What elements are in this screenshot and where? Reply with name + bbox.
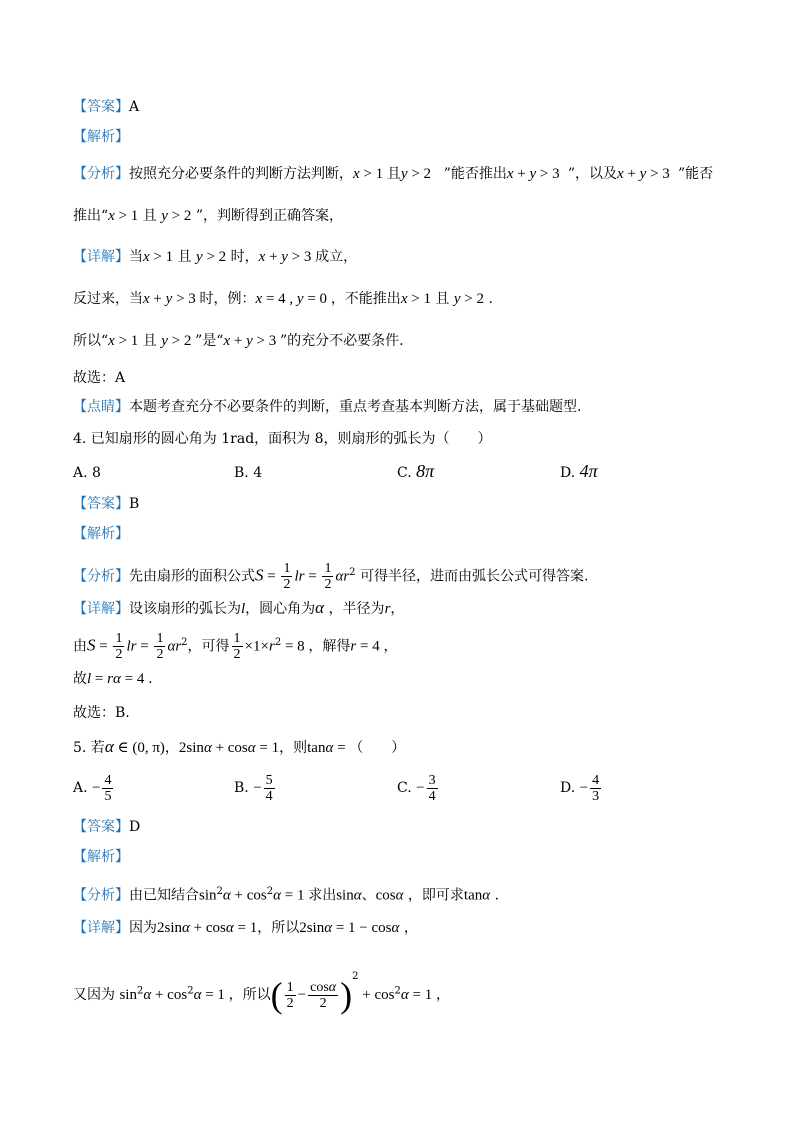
- answer-value: A: [129, 99, 140, 115]
- q3-choose: 故选：A: [73, 370, 126, 386]
- q4-detail-line1: 【详解】设该扇形的弧长为l，圆心角为α ，半径为r，: [73, 598, 405, 617]
- fenxi-tag: 【分析】: [73, 166, 129, 182]
- answer-tag: 【答案】: [73, 99, 129, 115]
- comment-tag: 【点睛】: [73, 399, 129, 415]
- q4-choose: 故选：B.: [73, 705, 130, 721]
- q3-analysis-tag: 【解析】: [73, 129, 129, 145]
- q3-detail-line1: 【详解】当x > 1 且 y > 2 时，x + y > 3 成立，: [73, 249, 358, 265]
- q4-detail-line3: 故l = rα = 4 .: [73, 671, 153, 687]
- detail-tag: 【详解】: [73, 249, 129, 265]
- q4-answer: 【答案】B: [73, 496, 140, 512]
- q3-detail-line3: 所以“x > 1 且 y > 2 ”是“x + y > 3 ”的充分不必要条件.: [73, 333, 404, 349]
- q4-option-b: B. 4: [234, 465, 263, 481]
- q4-analysis-tag: 【解析】: [73, 526, 129, 542]
- q4-fenxi: 【分析】先由扇形的面积公式S = $\frac{1}{2}$ lr = $\frac{1}{2}$ $\alpha r^2$ 可得半径，进而由弧长公式可得答案.: [73, 561, 589, 593]
- q5-stem: 5. 若α ∈ (0, π)，2sinα + cosα = 1，则tanα = （ ）: [73, 737, 406, 756]
- q5-analysis-tag: 【解析】: [73, 849, 129, 865]
- q3-fenxi-line2: 推出“x > 1 且 y > 2 ”，判断得到正确答案，: [73, 208, 343, 224]
- q4-detail-line2: 由S = $\frac{1}{2}$ lr = $\frac{1}{2}$ $\alpha r^2$，可得 $\frac{1}{2}$ $\times 1\times r^2 = 8$ ，解得r = 4 ，: [73, 631, 398, 663]
- q5-option-c: C. − $\frac{3}{4}$: [397, 772, 436, 804]
- q5-option-d: D. − $\frac{4}{3}$: [560, 772, 600, 804]
- q3-fenxi-line1: 【分析】按照充分必要条件的判断方法判断，x > 1 且y > 2 ”能否推出x + y > 3 ”，以及x + y > 3 ”能否: [73, 166, 714, 182]
- q3-detail-line2: 反过来，当x + y > 3 时，例：x = 4 , y = 0 ，不能推出x > 1 且 y > 2 .: [73, 291, 493, 307]
- q4-stem: 4. 已知扇形的圆心角为 1rad，面积为 8，则扇形的弧长为（ ）: [73, 431, 492, 447]
- math-x-gt-1: x: [353, 166, 360, 182]
- q3-answer: [73, 97, 139, 117]
- q5-answer: 【答案】D: [73, 819, 141, 835]
- q4-option-c: C. 8π: [397, 461, 435, 481]
- q4-option-d: D. 4π: [560, 461, 598, 481]
- q5-option-a: A. − $\frac{4}{5}$: [73, 772, 112, 804]
- q5-detail-line1: 【详解】因为2sinα + cosα = 1，所以2sinα = 1 − cosα ，: [73, 920, 418, 936]
- q5-fenxi: 【分析】由已知结合$\sin^2\alpha + \cos^2\alpha = 1$ 求出sinα、cosα ，即可求tanα .: [73, 886, 500, 904]
- q3-comment: 【点睛】本题考查充分不必要条件的判断，重点考查基本判断方法，属于基础题型.: [73, 399, 582, 415]
- q5-detail-line2: 又因为 $\sin^2\alpha + \cos^2\alpha = 1$ ，所以( $\frac{1}{2}$ − $\frac{\cos\alpha}{2}$ )$^2 + \cos^2\alpha = 1$ ，: [73, 971, 450, 1015]
- q4-option-a: A. 8: [73, 465, 101, 481]
- q5-option-b: B. − $\frac{5}{4}$: [234, 772, 273, 804]
